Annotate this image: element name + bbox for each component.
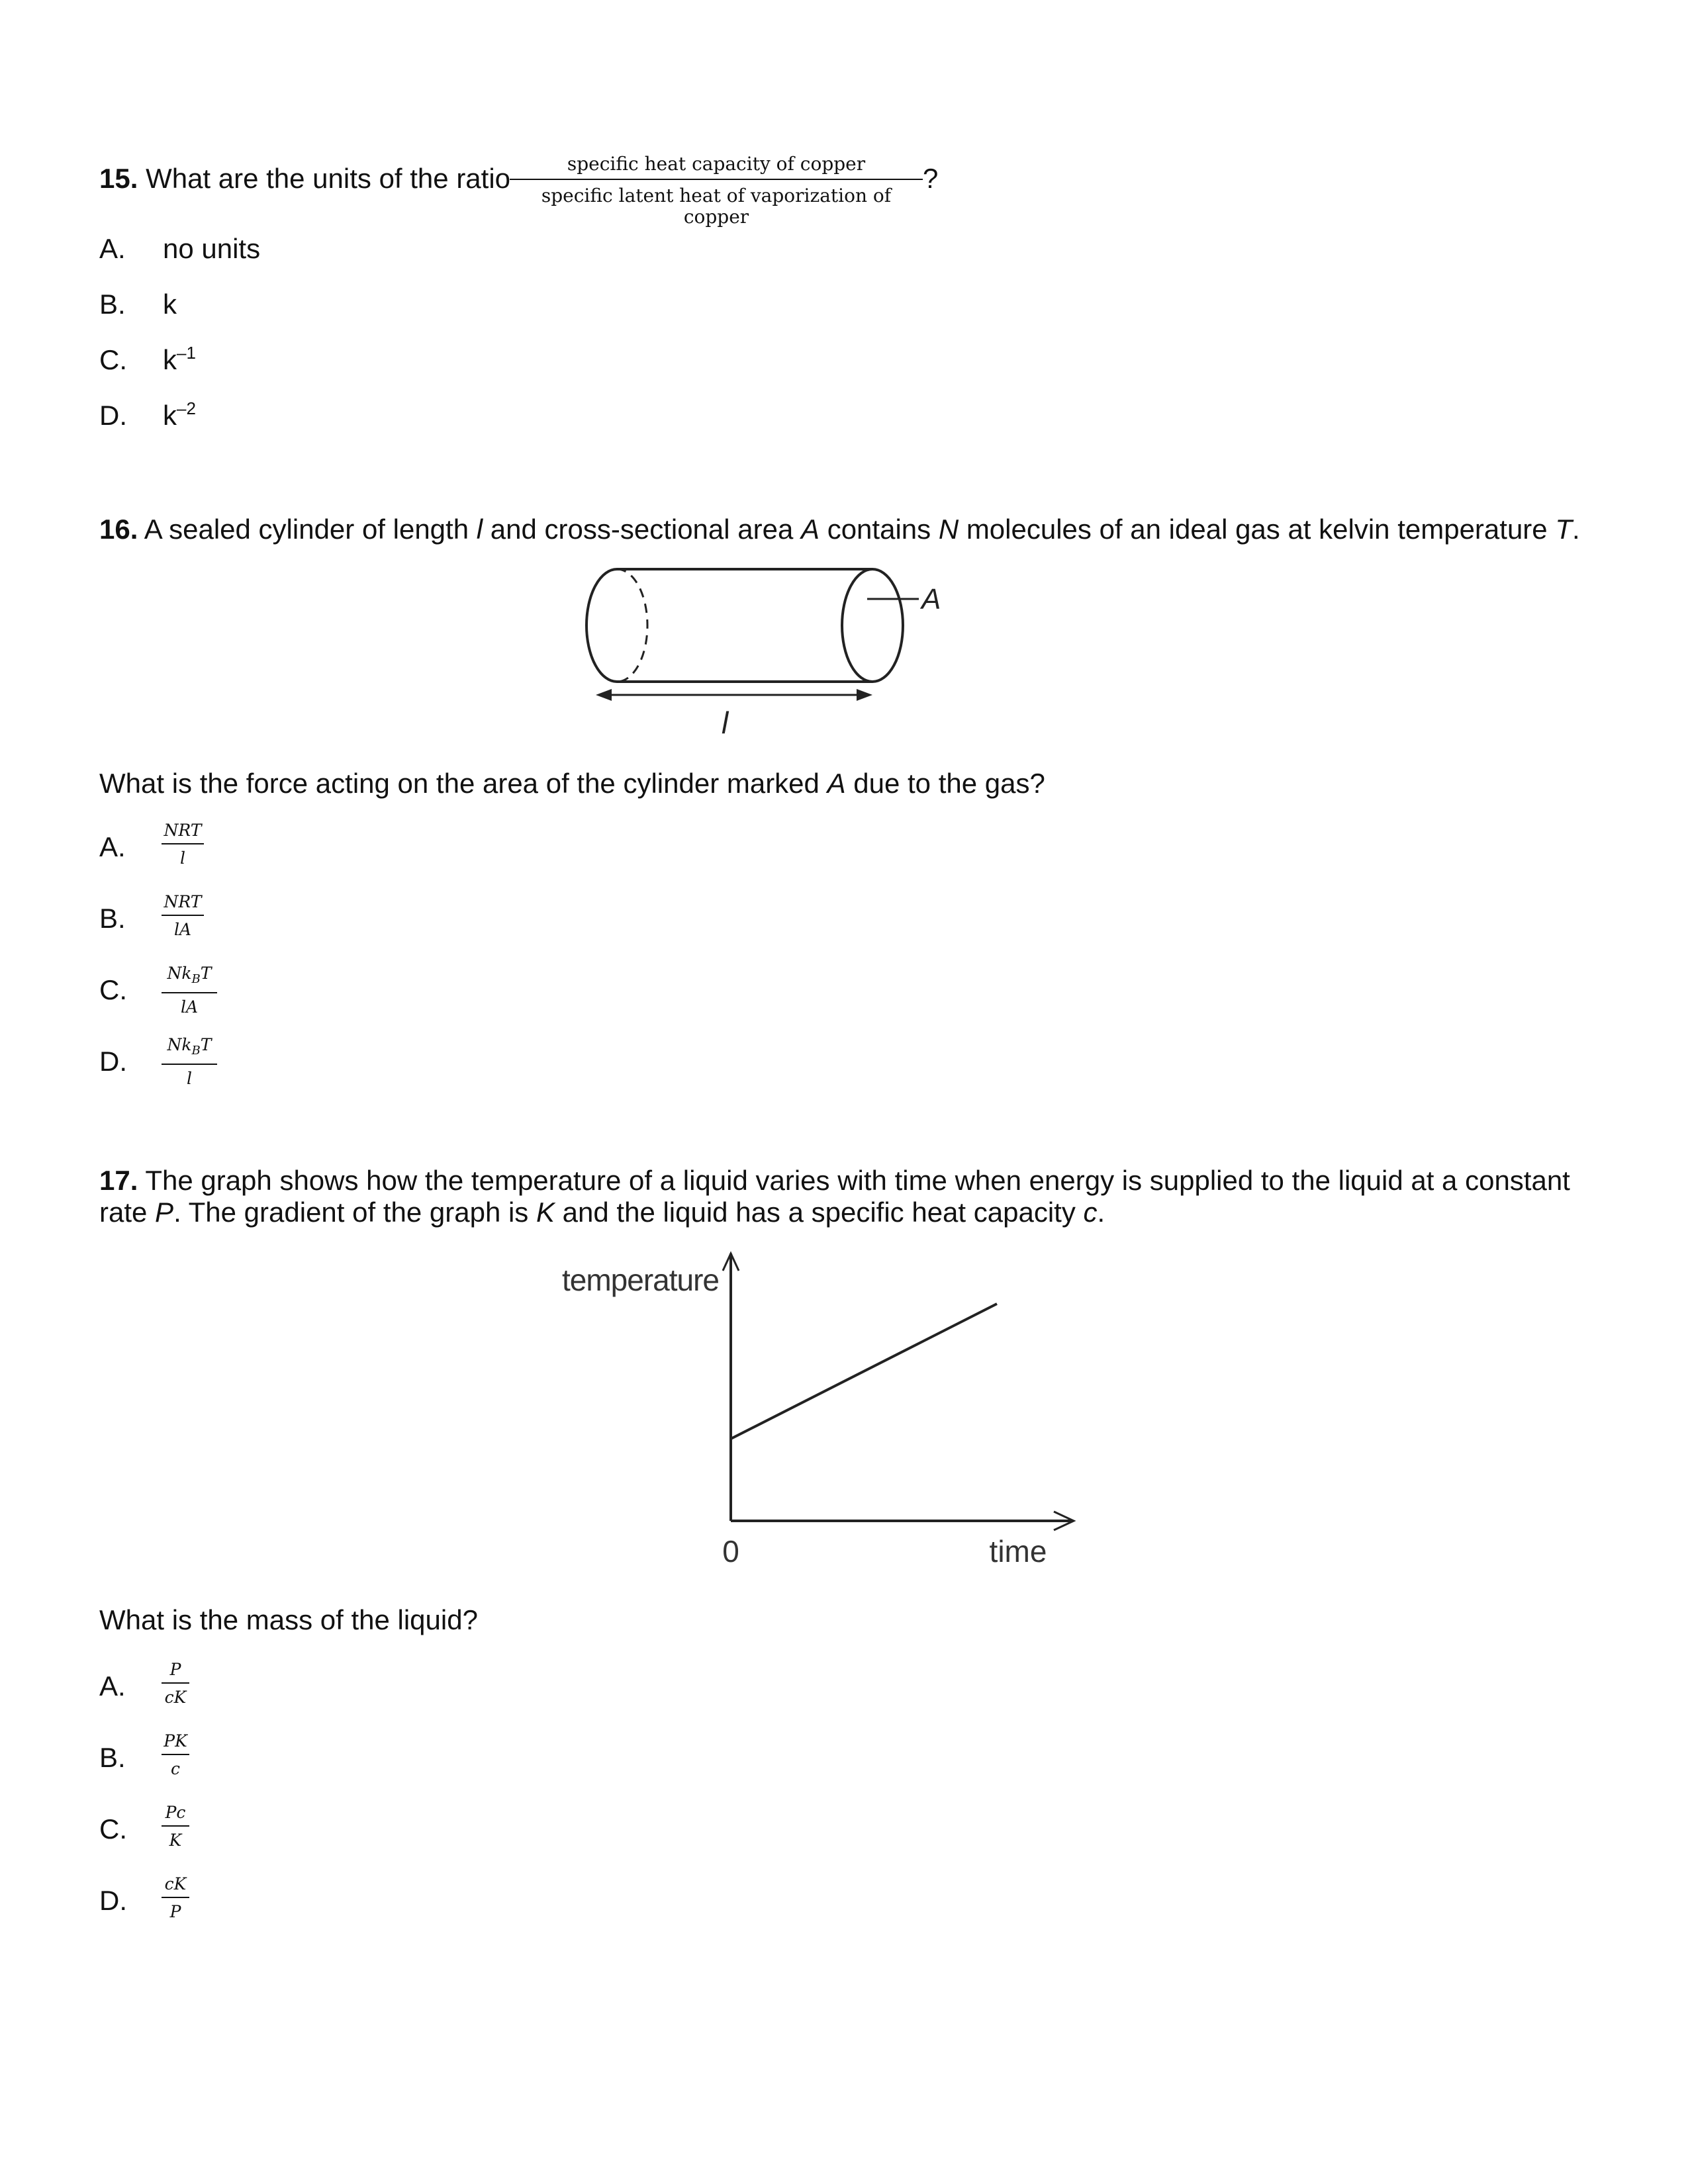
- q15-option-d-base: k: [163, 400, 177, 431]
- q16-option-d-den: l: [187, 1069, 192, 1088]
- q16-option-d-bar: [162, 1064, 217, 1065]
- length-arrow-right-head: [857, 689, 872, 701]
- q16-question-var-a: A: [827, 768, 846, 799]
- q16-stem-part-2: and cross-sectional area: [483, 514, 802, 545]
- graph-origin-label: 0: [722, 1534, 739, 1569]
- q16-option-a-bar: [162, 843, 204, 844]
- q15-option-b-text[interactable]: [163, 289, 177, 320]
- q16-var-a: A: [801, 514, 820, 545]
- q17-line2-part-0: rate: [99, 1197, 156, 1228]
- q15-qmark: ?: [923, 163, 939, 194]
- cylinder-left-end-front: [586, 569, 617, 682]
- q16-option-b-den: lA: [173, 920, 192, 939]
- length-label: l: [722, 705, 729, 740]
- q15-ratio-bar: [510, 179, 923, 180]
- q17-option-c-letter[interactable]: C.: [99, 1813, 127, 1844]
- q16-stem-part-0: A sealed cylinder of length: [144, 514, 477, 545]
- q17-option-b-letter[interactable]: B.: [99, 1742, 126, 1773]
- q17-option-c-num: Pc: [165, 1803, 186, 1822]
- q15-option-a-letter[interactable]: A.: [99, 233, 126, 264]
- q16-option-b-letter[interactable]: B.: [99, 903, 126, 934]
- q17-var-c: c: [1083, 1197, 1098, 1228]
- graph-x-label: time: [989, 1534, 1047, 1569]
- cylinder-left-end-hidden: [617, 569, 647, 682]
- q16-option-b-bar: [162, 915, 204, 916]
- q15-stem-text: What are the units of the ratio: [146, 163, 511, 194]
- q16-option-c-num-main: Nk: [167, 964, 192, 983]
- q17-option-d-fraction[interactable]: [162, 1874, 189, 1922]
- length-arrow-left-head: [596, 689, 612, 701]
- q16-question: [99, 768, 1045, 799]
- q16-stem-part-8: .: [1571, 514, 1580, 545]
- q17-option-c-bar: [162, 1825, 189, 1827]
- q16-question-part-2: due to the gas?: [845, 768, 1045, 799]
- q16-option-a-num: NRT: [164, 821, 202, 840]
- q16-stem: [99, 514, 1580, 545]
- q17-option-d-den: P: [169, 1902, 181, 1921]
- q16-option-c-num-tail: T: [200, 964, 212, 983]
- q16-var-t: T: [1555, 514, 1572, 545]
- q17-line2-part-4: and the liquid has a specific heat capacity: [555, 1197, 1084, 1228]
- q16-var-n: N: [938, 514, 959, 545]
- q17-option-b-den: c: [170, 1759, 180, 1778]
- q17-stem-line1-text: The graph shows how the temperature of a liquid varies with time when energy is supplied to the liquid at a constant: [145, 1165, 1570, 1196]
- q15-ratio-denominator: specific latent heat of vaporization of copper: [541, 185, 892, 228]
- q17-stem-line1: [99, 1165, 1570, 1197]
- q16-option-b-fraction[interactable]: [162, 892, 204, 940]
- q15-option-c-exp: –1: [177, 343, 196, 363]
- q17-number: 17.: [99, 1165, 138, 1196]
- q17-option-a-letter[interactable]: A.: [99, 1670, 126, 1702]
- q16-option-c-bar: [162, 992, 217, 993]
- q15-option-c-letter[interactable]: C.: [99, 344, 127, 375]
- q17-var-k: K: [536, 1197, 555, 1228]
- q17-option-b-bar: [162, 1754, 189, 1755]
- graph-y-label: temperature: [561, 1263, 719, 1297]
- q17-stem-line2: [99, 1197, 1105, 1228]
- q17-option-a-bar: [162, 1682, 189, 1684]
- q17-var-p: P: [155, 1197, 174, 1228]
- q17-option-b-num: PK: [164, 1731, 187, 1751]
- q17-option-b-fraction[interactable]: [162, 1731, 189, 1779]
- q17-option-d-num: cK: [164, 1874, 187, 1893]
- q16-option-d-num-sub: B: [191, 1044, 201, 1058]
- q15-ratio-numerator: specific heat capacity of copper: [567, 153, 866, 175]
- temperature-line: [731, 1304, 997, 1439]
- q16-option-d-letter[interactable]: D.: [99, 1046, 127, 1077]
- q16-var-l: l: [476, 514, 483, 545]
- q16-stem-part-6: molecules of an ideal gas at kelvin temperature: [959, 514, 1556, 545]
- q17-option-d-bar: [162, 1897, 189, 1898]
- q17-option-c-fraction[interactable]: [162, 1803, 189, 1850]
- q15-option-d-letter[interactable]: D.: [99, 400, 127, 431]
- q16-option-d-num-main: Nk: [167, 1035, 192, 1054]
- q17-question: What is the mass of the liquid?: [99, 1604, 478, 1635]
- q17-line2-part-6: .: [1097, 1197, 1105, 1228]
- q16-option-c-num: [162, 964, 217, 989]
- q16-number: 16.: [99, 514, 138, 545]
- q15-stem: [99, 163, 510, 195]
- q17-option-a-fraction[interactable]: [162, 1660, 189, 1707]
- q16-option-b-num: NRT: [164, 892, 202, 911]
- q15-option-b-base: k: [163, 289, 177, 320]
- q15-option-c-base: k: [163, 344, 177, 375]
- q16-option-a-fraction[interactable]: [162, 821, 204, 868]
- q16-question-part-0: What is the force acting on the area of the cylinder marked: [99, 768, 827, 799]
- q16-option-d-fraction[interactable]: [162, 1035, 217, 1089]
- q17-option-c-den: K: [169, 1831, 182, 1850]
- q16-option-a-letter[interactable]: A.: [99, 831, 126, 862]
- q17-option-a-den: cK: [164, 1688, 187, 1707]
- q15-option-c-text[interactable]: [163, 344, 196, 376]
- q17-option-a-num: P: [169, 1660, 181, 1679]
- temperature-time-graph: [556, 1244, 1099, 1588]
- q17-line2-part-2: . The gradient of the graph is: [173, 1197, 536, 1228]
- q15-number: 15.: [99, 163, 138, 194]
- cylinder-right-end-area: [842, 569, 903, 682]
- q16-option-c-fraction[interactable]: [162, 964, 217, 1017]
- q16-option-a-den: l: [180, 848, 185, 868]
- q15-option-b-letter[interactable]: B.: [99, 289, 126, 320]
- q16-option-c-den: lA: [180, 997, 199, 1017]
- cylinder-diagram: [556, 556, 953, 748]
- q16-option-c-letter[interactable]: C.: [99, 974, 127, 1005]
- q15-option-a-text[interactable]: no units: [163, 233, 261, 264]
- q15-option-d-exp: –2: [177, 398, 196, 418]
- q16-option-d-num-tail: T: [200, 1035, 212, 1054]
- area-label: A: [921, 583, 941, 615]
- q15-ratio: [510, 154, 923, 228]
- q16-stem-part-4: contains: [820, 514, 939, 545]
- q17-option-d-letter[interactable]: D.: [99, 1885, 127, 1916]
- q16-option-d-num: [162, 1035, 217, 1061]
- q16-option-c-num-sub: B: [191, 972, 201, 986]
- q15-option-d-text[interactable]: [163, 400, 196, 432]
